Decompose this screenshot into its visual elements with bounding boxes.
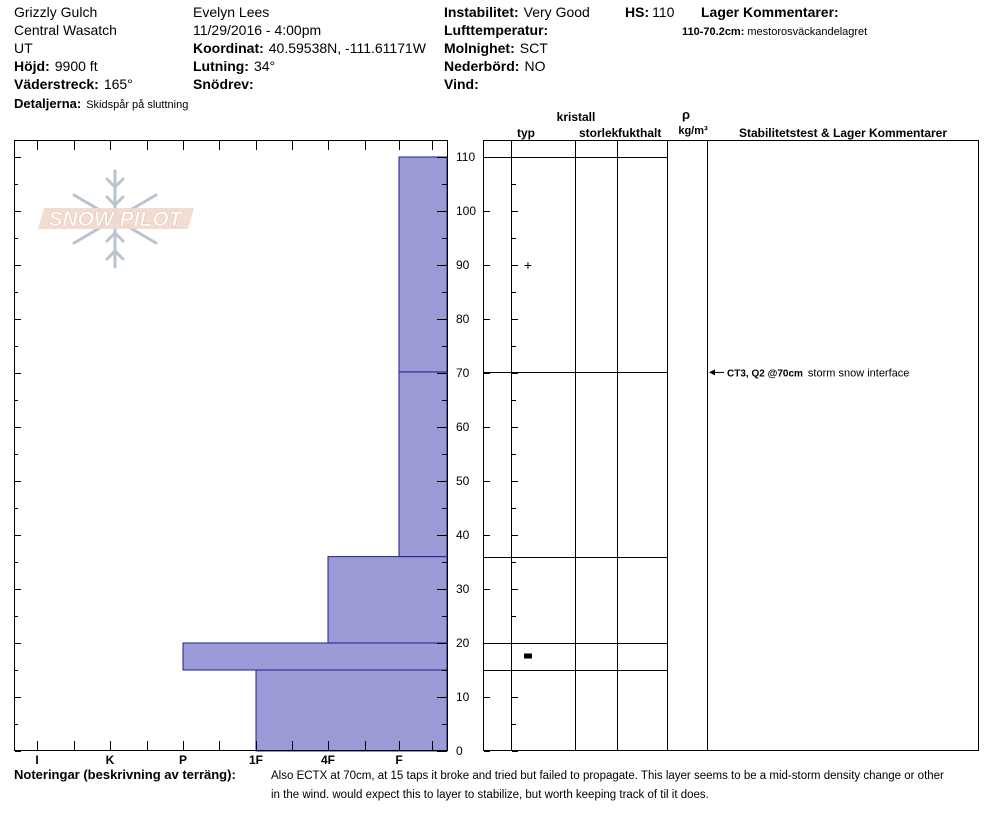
- layer-comments-heading: Lager Kommentarer:: [701, 4, 839, 20]
- x-tick-label-I: I: [35, 753, 39, 767]
- col-header-stability: Stabilitetstest & Lager Kommentarer: [738, 126, 948, 140]
- notes-line-2: in the wind. would expect this to layer to stabilize, but worth keeping track of til it does.: [271, 789, 709, 801]
- slope-value: 34°: [253, 58, 276, 74]
- x-tick-label-1F: 1F: [248, 753, 264, 767]
- y-tick-label-30: 30: [456, 582, 470, 596]
- coordinates-label: Koordinat:: [193, 40, 264, 56]
- y-tick-label-100: 100: [456, 204, 477, 218]
- col-header-density: kg/m³: [678, 125, 708, 137]
- hardness-layer-bar-4: [399, 157, 447, 372]
- hardness-layer-bar-0: [256, 670, 447, 751]
- layer-table-frame: [484, 141, 979, 751]
- hardness-layer-bar-2: [328, 557, 447, 643]
- snow-height-label: HS:: [625, 4, 650, 20]
- y-tick-label-0: 0: [456, 744, 463, 758]
- y-tick-label-90: 90: [456, 258, 470, 272]
- y-tick-label-110: 110: [456, 150, 476, 164]
- instability-value: Very Good: [523, 4, 590, 20]
- slope-label: Lutning:: [193, 58, 249, 74]
- col-header-type: typ: [517, 126, 535, 140]
- hardness-layer-bar-1: [183, 643, 447, 670]
- y-tick-label-60: 60: [456, 420, 470, 434]
- x-tick-label-F: F: [395, 753, 403, 767]
- cloud-cover-label: Molnighet:: [444, 40, 515, 56]
- aspect-label: Väderstreck:: [14, 76, 99, 92]
- wind-label: Vind:: [444, 76, 479, 92]
- snowpilot-logo: [38, 171, 194, 267]
- elevation-label: Höjd:: [14, 58, 50, 74]
- col-header-rho: ρ: [681, 107, 691, 122]
- stability-test-0: CT3, Q2 @70cm storm snow interface: [727, 367, 910, 380]
- range-name: Central Wasatch: [14, 22, 117, 38]
- coordinates-value: 40.59538N, -111.61171W: [268, 40, 426, 56]
- details-value: Skidspår på sluttning: [86, 99, 189, 111]
- x-tick-label-K: K: [105, 753, 115, 767]
- y-tick-label-20: 20: [456, 636, 470, 650]
- notes-label: Noteringar (beskrivning av terräng):: [14, 767, 236, 782]
- y-tick-label-80: 80: [456, 312, 470, 326]
- precipitation-value: NO: [524, 58, 546, 74]
- snow-drift-label: Snödrev:: [193, 76, 254, 92]
- details-label: Detaljerna:: [14, 96, 82, 111]
- col-header-size: storlek: [579, 126, 619, 140]
- y-tick-label-40: 40: [456, 528, 470, 542]
- location-name: Grizzly Gulch: [14, 4, 98, 20]
- observer-name: Evelyn Lees: [193, 4, 270, 20]
- air-temperature-label: Lufttemperatur:: [444, 22, 549, 38]
- col-header-moisture: fukthalt: [618, 126, 662, 140]
- aspect-value: 165°: [103, 76, 133, 92]
- stability-arrow-head-0: [709, 369, 715, 375]
- grain-symbol-0: +: [523, 257, 533, 273]
- elevation-value: 9900 ft: [54, 58, 98, 74]
- layer-comment-range: 110-70.2cm:: [682, 26, 745, 38]
- precipitation-label: Nederbörd:: [444, 58, 520, 74]
- hardness-layer-bar-3: [399, 372, 447, 557]
- cloud-cover-value: SCT: [519, 40, 548, 56]
- layer-comment-text: mestorosväckandelagret: [747, 26, 868, 38]
- snow-height-value: 110: [652, 4, 675, 20]
- state-name: UT: [14, 40, 33, 56]
- x-tick-label-P: P: [178, 753, 188, 767]
- y-tick-label-10: 10: [456, 690, 470, 704]
- instability-label: Instabilitet:: [444, 4, 519, 20]
- logo-text: SNOW PILOT: [48, 208, 182, 231]
- notes-line-1: Also ECTX at 70cm, at 15 taps it broke and tried but failed to propagate. This layer seems to be a mid-storm density change or other: [271, 770, 944, 782]
- x-tick-label-4F: 4F: [320, 753, 336, 767]
- y-tick-label-50: 50: [456, 474, 470, 488]
- col-header-crystal: kristall: [556, 110, 596, 124]
- grain-symbol-1: [524, 654, 532, 659]
- observation-datetime: 11/29/2016 - 4:00pm: [193, 22, 322, 38]
- y-tick-label-70: 70: [456, 366, 470, 380]
